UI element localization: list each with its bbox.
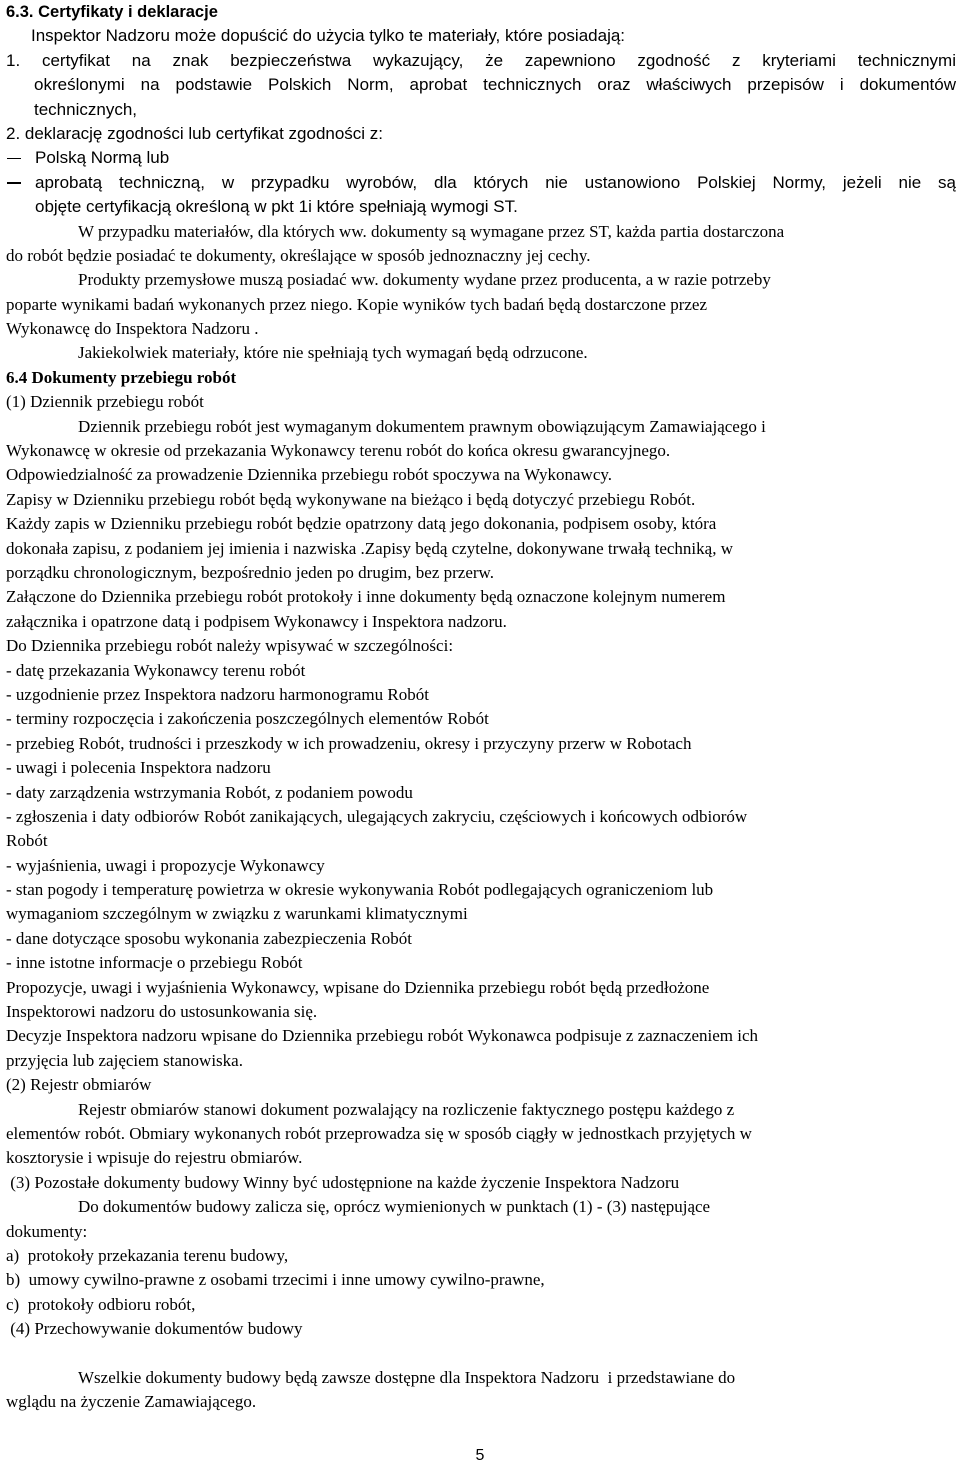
paragraph-line: dokumenty: (6, 1221, 88, 1241)
subsection-heading: (3) Pozostałe dokumenty budowy Winny być udostępnione na każde życzenie Inspektora Nadzoru (6, 1172, 680, 1192)
list-item: - dane dotyczące sposobu wykonania zabezpieczenia Robót (6, 928, 412, 948)
paragraph-line: do robót będzie posiadać te dokumenty, określające w sposób jednoznaczny jej cechy. (6, 245, 591, 265)
list-item: a) protokoły przekazania terenu budowy, (6, 1245, 289, 1265)
section-title: Dokumenty przebiegu robót (31, 367, 237, 387)
paragraph-line: dokonała zapisu, z podaniem jej imienia i nazwiska .Zapisy będą czytelne, dokonywane trwałą techniką, w (6, 538, 733, 558)
list-item: - terminy rozpoczęcia i zakończenia poszczególnych elementów Robót (6, 709, 489, 729)
list-item: 2. deklarację zgodności lub certyfikat zgodności z: (6, 123, 384, 143)
dash-list-item-text: Polską Normą lub (35, 148, 170, 168)
subsection-heading: (1) Dziennik przebiegu robót (6, 392, 204, 412)
paragraph: Każdy zapis w Dzienniku przebiegu robót będzie opatrzony datą jego dokonania, podpisem osoby, która (6, 514, 717, 534)
list-item-continuation: określonymi na podstawie Polskich Norm, aprobat technicznych oraz właściwych przepisów i dokumentów (34, 75, 956, 95)
subsection-heading: (2) Rejestr obmiarów (6, 1075, 152, 1095)
paragraph: Rejestr obmiarów stanowi dokument pozwalający na rozliczenie faktycznego postępu każdego z (78, 1099, 735, 1119)
paragraph-line: Wykonawcę w okresie od przekazania Wykonawcy terenu robót do końca okresu gwarancyjnego. (6, 441, 671, 461)
section-heading-6-4 (6, 366, 956, 390)
dash-list-item-continuation: objęte certyfikacją określoną w pkt 1i które spełniają wymogi ST. (35, 197, 518, 217)
list-item: - uwagi i polecenia Inspektora nadzoru (6, 758, 271, 778)
paragraph: Wszelkie dokumenty budowy będą zawsze dostępne dla Inspektora Nadzoru i przedstawiane do (78, 1367, 736, 1387)
dash-list-item-text: aprobatą techniczną, w przypadku wyrobów, dla których nie ustanowiono Polskiej Normy, jeżeli nie są (35, 172, 956, 192)
paragraph-line: Inspektorowi nadzoru do ustosunkowania się. (6, 1002, 318, 1022)
dash-list-item (6, 146, 956, 170)
list-item: c) protokoły odbioru robót, (6, 1294, 196, 1314)
paragraph: W przypadku materiałów, dla których ww. dokumenty są wymagane przez ST, każda partia dostarczona (78, 221, 785, 241)
subsection-heading: (4) Przechowywanie dokumentów budowy (6, 1319, 303, 1339)
page-number: 5 (475, 1447, 485, 1464)
paragraph: Zapisy w Dzienniku przebiegu robót będą wykonywane na bieżąco i będą dotyczyć przebiegu Robót. (6, 489, 696, 509)
blank-line (6, 1341, 956, 1365)
list-item: - datę przekazania Wykonawcy terenu robót (6, 660, 306, 680)
paragraph: Załączone do Dziennika przebiegu robót protokoły i inne dokumenty będą oznaczone kolejnym numerem (6, 587, 726, 607)
paragraph: Decyzje Inspektora nadzoru wpisane do Dziennika przebiegu robót Wykonawca podpisuje z zaznaczeniem ich (6, 1026, 759, 1046)
list-item: - zgłoszenia i daty odbiorów Robót zanikających, ulegających zakryciu, częściowych i końcowych odbiorów (6, 806, 748, 826)
list-item: - inne istotne informacje o przebiegu Robót (6, 953, 303, 973)
paragraph: Inspektor Nadzoru może dopuścić do użycia tylko te materiały, które posiadają: (31, 26, 626, 46)
paragraph: Jakiekolwiek materiały, które nie spełniają tych wymagań będą odrzucone. (78, 343, 588, 363)
list-item: - przebieg Robót, trudności i przeszkody w ich prowadzeniu, okresy i przyczyny przerw w Robotach (6, 733, 692, 753)
paragraph-line: wglądu na życzenie Zamawiającego. (6, 1392, 257, 1412)
list-item: - uzgodnienie przez Inspektora nadzoru harmonogramu Robót (6, 684, 429, 704)
paragraph-line: Wykonawcę do Inspektora Nadzoru . (6, 319, 259, 339)
paragraph-line: poparte wynikami badań wykonanych przez niego. Kopie wyników tych badań będą dostarczone przez (6, 294, 707, 314)
list-item: - daty zarządzenia wstrzymania Robót, z podaniem powodu (6, 782, 413, 802)
list-item-continuation: Robót (6, 831, 48, 851)
paragraph-line: porządku chronologicznym, bezpośrednio jeden po drugim, bez przerw. (6, 562, 494, 582)
list-item-continuation: technicznych, (34, 99, 137, 119)
list-item: - wyjaśnienia, uwagi i propozycje Wykonawcy (6, 855, 325, 875)
document-page (6, 0, 956, 1415)
dash-list-item (6, 171, 956, 195)
dash-bullet-icon (7, 158, 21, 159)
list-item-continuation: wymaganiom szczególnym w związku z warunkami klimatycznymi (6, 904, 468, 924)
paragraph: Propozycje, uwagi i wyjaśnienia Wykonawcy, wpisane do Dziennika przebiegu robót będą przedłożone (6, 977, 710, 997)
list-item: - stan pogody i temperaturę powietrza w okresie wykonywania Robót podlegających ograniczeniom lub (6, 880, 714, 900)
paragraph-line: załącznika i opatrzone datą i podpisem Wykonawcy i Inspektora nadzoru. (6, 611, 507, 631)
paragraph: Do Dziennika przebiegu robót należy wpisywać w szczególności: (6, 636, 454, 656)
paragraph-line: kosztorysie i wpisuje do rejestru obmiarów. (6, 1148, 303, 1168)
paragraph: Produkty przemysłowe muszą posiadać ww. dokumenty wydane przez producenta, a w razie potrzeby (78, 270, 771, 290)
list-item: 1. certyfikat na znak bezpieczeństwa wykazujący, że zapewniono zgodność z kryteriami technicznymi (6, 50, 956, 70)
list-item: b) umowy cywilno-prawne z osobami trzecimi i inne umowy cywilno-prawne, (6, 1270, 545, 1290)
dash-bullet-icon (7, 182, 21, 183)
paragraph: Dziennik przebiegu robót jest wymaganym dokumentem prawnym obowiązującym Zamawiającego i (78, 416, 766, 436)
paragraph: Odpowiedzialność za prowadzenie Dziennika przebiegu robót spoczywa na Wykonawcy. (6, 465, 613, 485)
paragraph-line: elementów robót. Obmiary wykonanych robót przeprowadza się w sposób ciągły w jednostkach przyjętych w (6, 1123, 752, 1143)
paragraph-line: przyjęcia lub zajęciem stanowiska. (6, 1050, 243, 1070)
paragraph: Do dokumentów budowy zalicza się, oprócz wymienionych w punktach (1) - (3) następujące (78, 1197, 711, 1217)
section-number: 6.4 (6, 367, 32, 387)
section-heading-6-3: 6.3. Certyfikaty i deklaracje (6, 3, 218, 21)
